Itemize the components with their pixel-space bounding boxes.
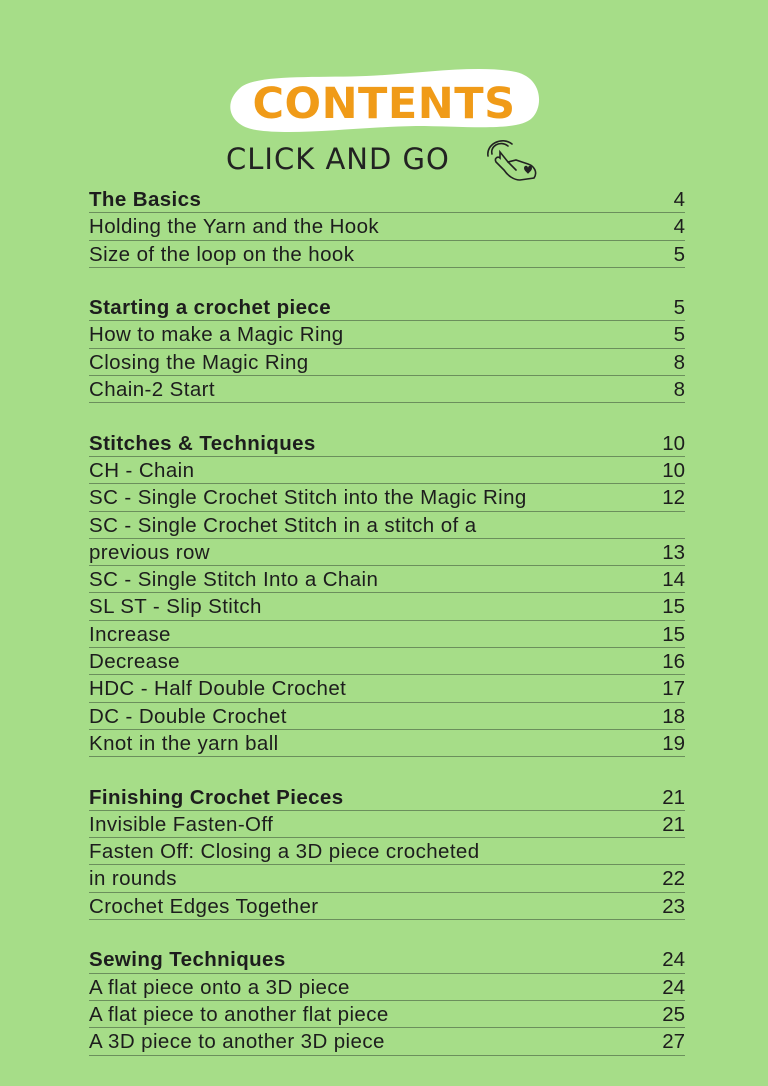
section-spacer (89, 757, 685, 783)
toc-item-label: Size of the loop on the hook (89, 242, 355, 266)
toc-heading-label: Stitches & Techniques (89, 431, 316, 455)
toc-item[interactable] (89, 703, 685, 730)
toc-item[interactable] (89, 648, 685, 675)
toc-item-label: A flat piece onto a 3D piece (89, 975, 350, 999)
toc-item-label: Knot in the yarn ball (89, 731, 279, 755)
toc-item-label: CH - Chain (89, 458, 195, 482)
toc-page-number: 14 (662, 568, 685, 592)
toc-heading-label: The Basics (89, 188, 202, 211)
toc-page-number: 4 (673, 215, 685, 239)
toc-section-heading-stitches[interactable] (89, 430, 685, 457)
toc-page-number: 25 (662, 1002, 685, 1026)
toc-item-label: SC - Single Stitch Into a Chain (89, 568, 379, 592)
toc-item[interactable] (89, 321, 685, 348)
toc-item-label: Closing the Magic Ring (89, 350, 309, 374)
toc-page-number: 8 (673, 350, 685, 374)
toc-heading-label: Finishing Crochet Pieces (89, 785, 344, 809)
toc-item-label: DC - Double Crochet (89, 704, 287, 728)
toc-section-heading-sewing[interactable] (89, 946, 685, 973)
page-title: CONTENTS (252, 79, 516, 129)
toc-item[interactable] (89, 811, 685, 838)
toc-item-label: HDC - Half Double Crochet (89, 677, 347, 701)
toc-page-number: 5 (673, 323, 685, 347)
toc-page-number: 22 (662, 867, 685, 891)
toc-page-number: 27 (662, 1030, 685, 1054)
toc-item-label: Invisible Fasten-Off (89, 812, 274, 836)
toc-page-number: 16 (662, 650, 685, 674)
toc-item[interactable] (89, 213, 685, 240)
toc-item[interactable] (89, 241, 685, 268)
pointing-hand-heart-icon (486, 138, 544, 182)
toc-item[interactable] (89, 539, 685, 566)
toc-page-number: 13 (662, 540, 685, 564)
toc-item[interactable] (89, 974, 685, 1001)
toc-item-label: SC - Single Crochet Stitch into the Magic Ring (89, 486, 527, 510)
toc-item-label: How to make a Magic Ring (89, 323, 344, 347)
toc-heading-label: Sewing Techniques (89, 948, 286, 972)
toc-item-label: in rounds (89, 867, 177, 891)
toc-page-number: 24 (662, 975, 685, 999)
toc-page-number: 10 (662, 458, 685, 482)
section-spacer (89, 920, 685, 946)
page-subtitle: CLICK AND GO (226, 142, 450, 176)
toc-item-label: Decrease (89, 650, 180, 674)
toc-item-label: A flat piece to another flat piece (89, 1002, 389, 1026)
toc-item[interactable] (89, 1001, 685, 1028)
toc-item[interactable] (89, 865, 685, 892)
toc-item[interactable] (89, 893, 685, 920)
toc-page-number: 15 (662, 622, 685, 646)
toc-item[interactable] (89, 457, 685, 484)
toc-item[interactable] (89, 484, 685, 511)
toc-page-number: 5 (673, 242, 685, 266)
toc-section-heading-basics[interactable] (89, 186, 685, 213)
toc-page-number: 18 (662, 704, 685, 728)
section-spacer (89, 268, 685, 294)
toc-item[interactable] (89, 349, 685, 376)
toc-page-number: 15 (662, 595, 685, 619)
section-spacer (89, 403, 685, 429)
toc-item[interactable] (89, 1028, 685, 1055)
toc-page-number: 5 (673, 296, 685, 320)
toc-page-number: 12 (662, 486, 685, 510)
toc-page-number: 24 (662, 948, 685, 972)
toc-page-number: 21 (662, 812, 685, 836)
toc-item-label: Chain-2 Start (89, 378, 215, 402)
table-of-contents (89, 186, 685, 1056)
toc-section-heading-starting[interactable] (89, 294, 685, 321)
toc-item[interactable] (89, 376, 685, 403)
contents-header (0, 0, 768, 190)
toc-item-label: Crochet Edges Together (89, 894, 319, 918)
toc-item-label: Fasten Off: Closing a 3D piece crocheted (89, 840, 480, 864)
toc-item-label: SC - Single Crochet Stitch in a stitch of a (89, 513, 477, 537)
toc-item-label: previous row (89, 540, 211, 564)
toc-item-label: A 3D piece to another 3D piece (89, 1030, 385, 1054)
toc-section-heading-finishing[interactable] (89, 784, 685, 811)
toc-page-number: 23 (662, 894, 685, 918)
toc-heading-label: Starting a crochet piece (89, 296, 332, 320)
toc-item[interactable] (89, 730, 685, 757)
toc-page-number: 10 (662, 431, 685, 455)
toc-page-number: 8 (673, 378, 685, 402)
toc-item-label: SL ST - Slip Stitch (89, 595, 262, 619)
toc-item-label: Holding the Yarn and the Hook (89, 215, 380, 239)
toc-item[interactable] (89, 593, 685, 620)
toc-item[interactable] (89, 838, 685, 865)
toc-page-number: 19 (662, 731, 685, 755)
toc-item[interactable] (89, 675, 685, 702)
toc-item-label: Increase (89, 622, 171, 646)
toc-item[interactable] (89, 566, 685, 593)
toc-item[interactable] (89, 621, 685, 648)
toc-item[interactable] (89, 512, 685, 539)
toc-page-number: 4 (673, 188, 685, 211)
toc-page-number: 21 (662, 785, 685, 809)
toc-page-number: 17 (662, 677, 685, 701)
